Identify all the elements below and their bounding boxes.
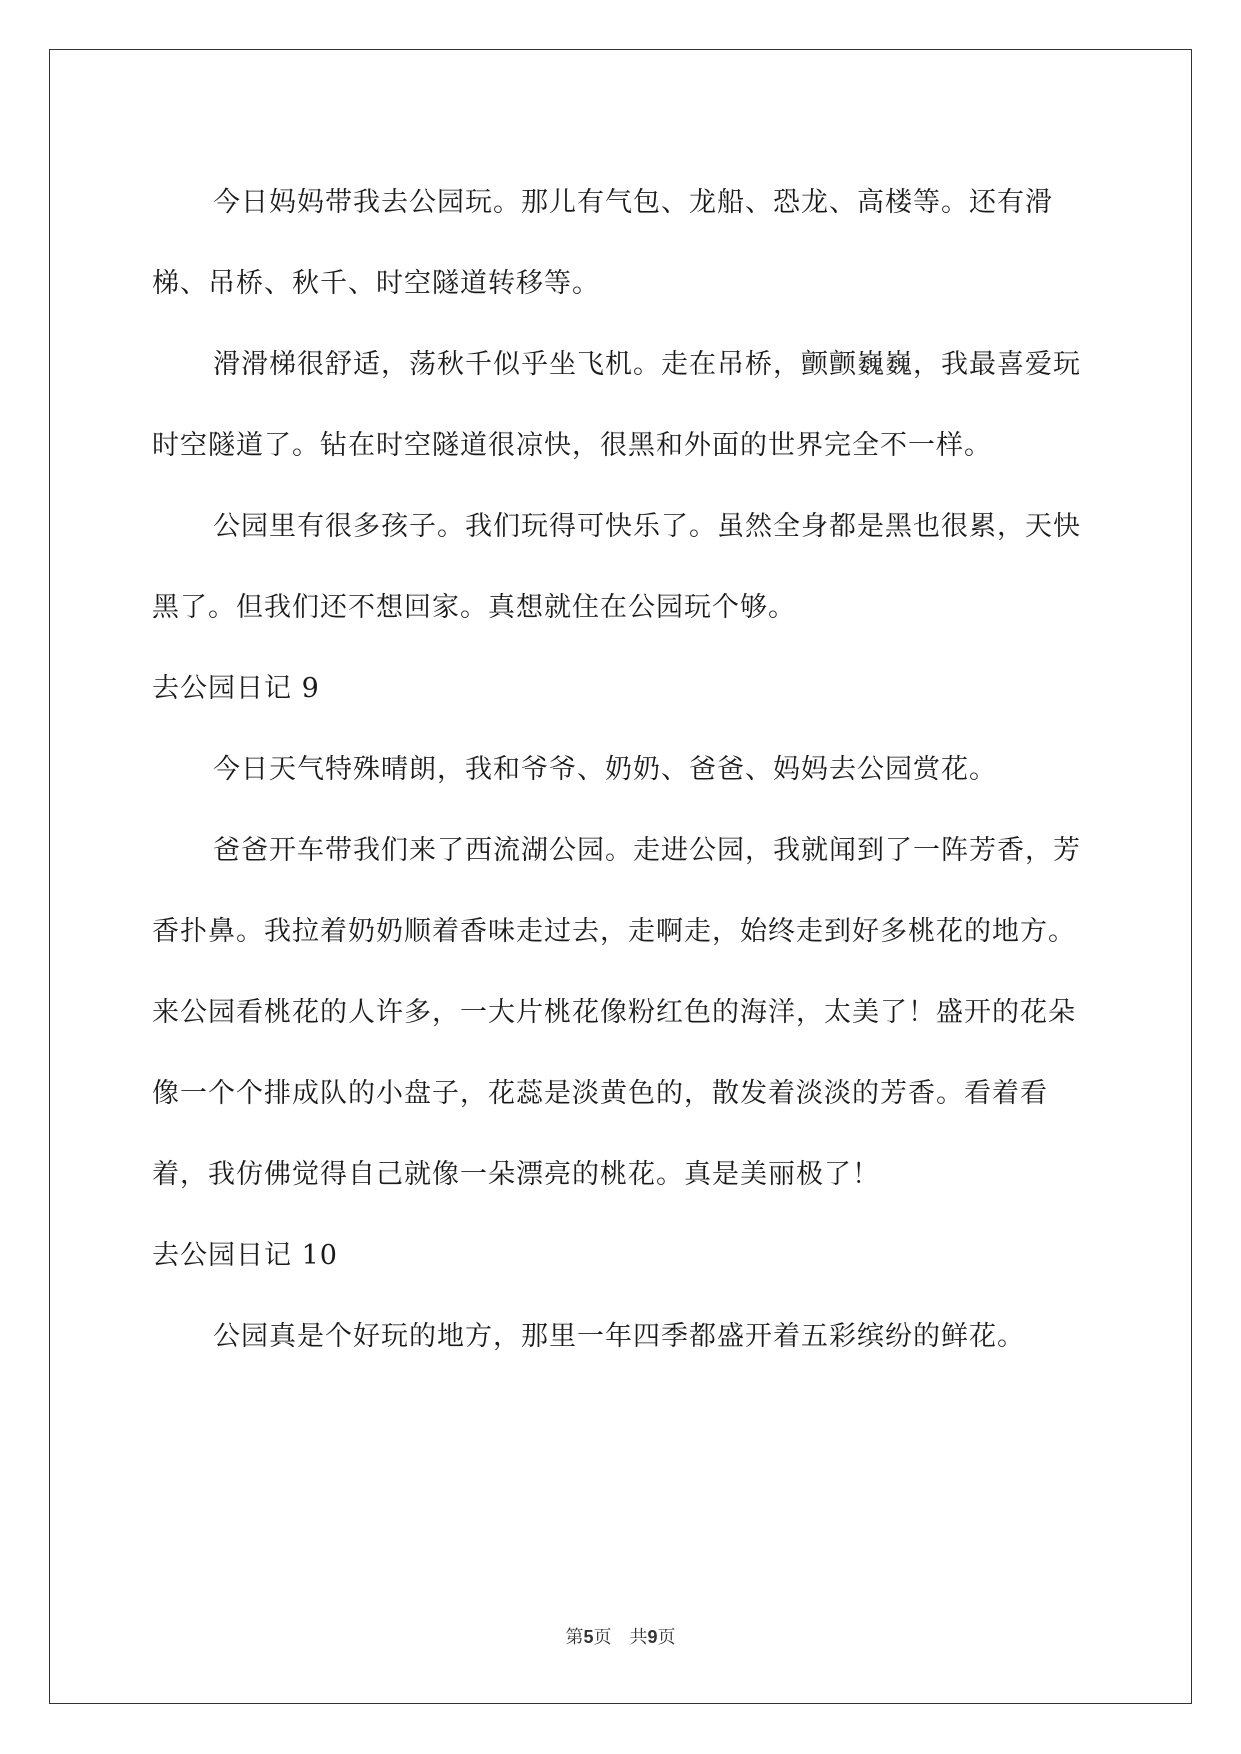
- paragraph: 今日天气特殊晴朗，我和爷爷、奶奶、爸爸、妈妈去公园赏花。: [213, 754, 997, 785]
- footer-prefix: 第: [565, 1627, 584, 1648]
- document-body: [152, 162, 1102, 1377]
- paragraph: 今日妈妈带我去公园玩。那儿有气包、龙船、恐龙、高楼等。还有滑梯、吊桥、秋千、时空隧道转移等。: [152, 187, 1053, 299]
- footer-total-suffix: 页: [657, 1627, 676, 1648]
- footer-total-prefix: 共: [629, 1627, 648, 1648]
- paragraph: 滑滑梯很舒适，荡秋千似乎坐飞机。走在吊桥，颤颤巍巍，我最喜爱玩时空隧道了。钻在时空隧道很凉快，很黑和外面的世界完全不一样。: [152, 349, 1081, 461]
- paragraph: 公园里有很多孩子。我们玩得可快乐了。虽然全身都是黑也很累，天快黑了。但我们还不想回家。真想就住在公园玩个够。: [152, 511, 1081, 623]
- page-footer: [0, 1623, 1241, 1649]
- page-number: 5: [583, 1627, 594, 1647]
- section-heading: 去公园日记 9: [152, 673, 320, 704]
- footer-page-suffix: 页: [593, 1627, 612, 1648]
- section-heading: 去公园日记 10: [152, 1240, 338, 1271]
- total-pages: 9: [647, 1627, 658, 1647]
- paragraph: 爸爸开车带我们来了西流湖公园。走进公园，我就闻到了一阵芳香，芳香扑鼻。我拉着奶奶顺着香味走过去，走啊走，始终走到好多桃花的地方。来公园看桃花的人许多，一大片桃花像粉红色的海洋，太美了！盛开的花朵像一个个排成队的小盘子，花蕊是淡黄色的，散发着淡淡的芳香。看着看着，我仿佛觉得自己就像一朵漂亮的桃花。真是美丽极了！: [152, 835, 1081, 1190]
- paragraph: 公园真是个好玩的地方，那里一年四季都盛开着五彩缤纷的鲜花。: [213, 1321, 1025, 1352]
